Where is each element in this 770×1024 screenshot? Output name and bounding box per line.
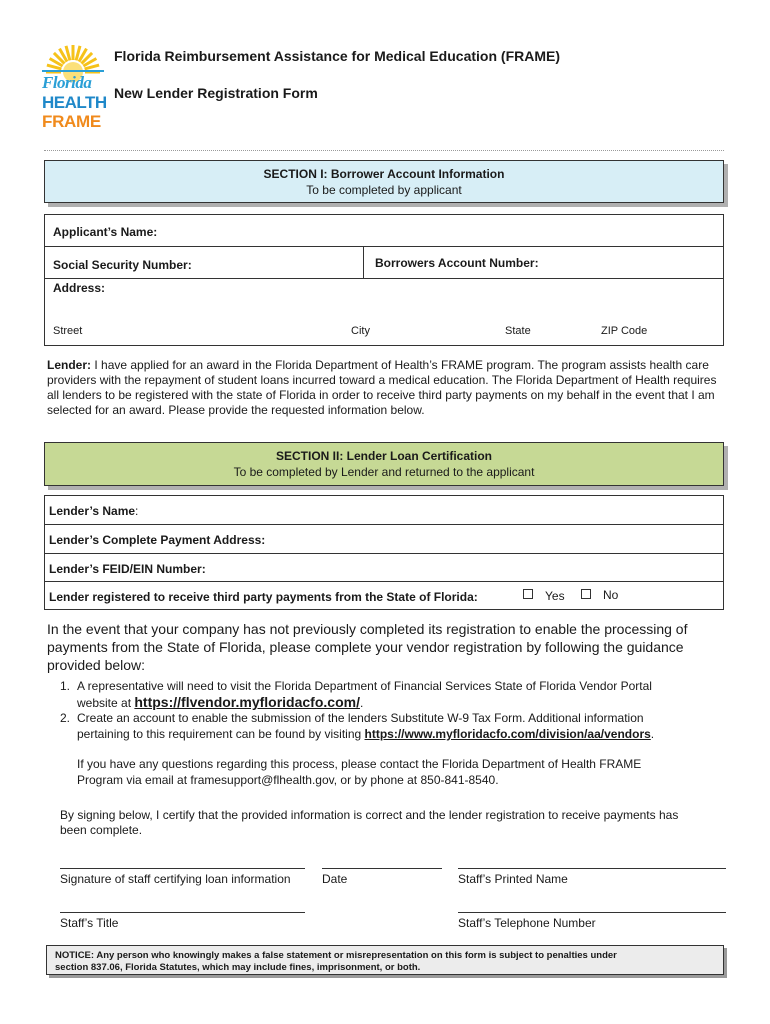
logo-florida-text: Florida — [42, 73, 92, 92]
section-1-subtitle: To be completed by applicant — [306, 183, 462, 197]
section-2-subtitle: To be completed by Lender and returned to the applicant — [233, 465, 535, 479]
account-number-field[interactable]: Borrowers Account Number: — [375, 256, 539, 270]
feid-field[interactable]: Lender’s FEID/EIN Number: — [49, 562, 206, 576]
step-1-number: 1. — [60, 679, 71, 693]
street-label: Street — [53, 325, 83, 337]
section-2-title: SECTION II: Lender Loan Certification — [275, 449, 493, 463]
contact-line-1: If you have any questions regarding this process, please contact the Florida Department of Health FRAME — [77, 757, 642, 771]
yes-checkbox[interactable] — [523, 589, 533, 599]
logo-frame-text: FRAME — [42, 112, 101, 131]
contact-line-2: Program via email at framesupport@flhealth.gov, or by phone at 850-841-8540. — [77, 773, 499, 787]
step-2-number: 2. — [60, 711, 71, 725]
row-divider — [45, 581, 723, 582]
telephone-label: Staff’s Telephone Number — [458, 916, 596, 930]
step-2-text — [77, 727, 654, 742]
step-1-text-b: website at — [77, 696, 135, 710]
date-label: Date — [322, 872, 348, 886]
lender-name-label: Lender’s Name — [49, 504, 136, 518]
form-subtitle: New Lender Registration Form — [114, 85, 318, 101]
column-divider — [363, 246, 364, 278]
lender-text: I have applied for an award in the Florida Department of Health’s FRAME program. The program assists health care providers with the repayment of student loans incurred toward a medical education. The Florida Department of Health requires all lenders to be registered with the state of Florida in order to receive third party payments on my behalf in the event that I am selected for an award. Please provide the requested information below. — [47, 358, 717, 417]
address-field[interactable]: Address: — [53, 281, 106, 295]
lender-name-field[interactable] — [49, 504, 138, 518]
telephone-line[interactable] — [458, 912, 726, 913]
step-2-period: . — [650, 727, 655, 741]
city-label: City — [351, 325, 370, 337]
title-line[interactable] — [60, 912, 305, 913]
vendor-registration-paragraph: In the event that your company has not previously completed its registration to enable the processing of payments from the State of Florida, please complete your vendor registration by following the guidance provided below: — [47, 621, 688, 673]
certify-line-2: been complete. — [60, 823, 143, 837]
state-label: State — [505, 325, 531, 337]
certify-line-1: By signing below, I certify that the provided information is correct and the lender registration to receive payments has — [60, 808, 679, 822]
date-line[interactable] — [322, 868, 442, 869]
lender-paragraph — [47, 358, 727, 418]
section-1-header — [44, 160, 724, 203]
section-2-header — [44, 442, 724, 486]
printed-name-line[interactable] — [458, 868, 726, 869]
registered-question: Lender registered to receive third party payments from the State of Florida: — [49, 590, 478, 604]
step-2-text-a: Create an account to enable the submission of the lenders Substitute W-9 Tax Form. Additional information — [77, 711, 644, 725]
lender-info-table — [44, 495, 724, 610]
logo-health-text: HEALTH — [42, 93, 107, 112]
step-2-text-b: pertaining to this requirement can be found by visiting — [77, 727, 365, 741]
vendors-info-link[interactable]: https://www.myfloridacfo.com/division/aa/vendors — [364, 727, 651, 741]
zip-label: ZIP Code — [601, 325, 648, 337]
row-divider — [45, 246, 723, 247]
lender-name-colon: : — [135, 504, 139, 518]
printed-name-label: Staff’s Printed Name — [458, 872, 568, 886]
vendor-portal-link[interactable]: https://flvendor.myfloridacfo.com/ — [134, 694, 360, 710]
step-1-text — [77, 695, 363, 711]
florida-health-frame-logo — [42, 44, 107, 132]
signature-line[interactable] — [60, 868, 305, 869]
lender-label: Lender: — [47, 358, 92, 372]
form-title: Florida Reimbursement Assistance for Medical Education (FRAME) — [114, 48, 561, 64]
step-1-period: . — [359, 696, 364, 710]
notice-line-2: section 837.06, Florida Statutes, which may include fines, imprisonment, or both. — [55, 962, 421, 973]
title-label: Staff’s Title — [60, 916, 119, 930]
notice-line-1: NOTICE: Any person who knowingly makes a false statement or misrepresentation on this form is subject to penalties under — [55, 950, 617, 961]
section-1-title: SECTION I: Borrower Account Information — [263, 167, 505, 181]
penalty-notice — [46, 945, 724, 975]
row-divider — [45, 553, 723, 554]
payment-address-field[interactable]: Lender’s Complete Payment Address: — [49, 533, 266, 547]
borrower-info-table — [44, 214, 724, 346]
header-divider — [44, 150, 724, 151]
no-label: No — [603, 588, 619, 602]
row-divider — [45, 278, 723, 279]
no-checkbox[interactable] — [581, 589, 591, 599]
row-divider — [45, 524, 723, 525]
step-1-text-a: A representative will need to visit the Florida Department of Financial Services State of Florida Vendor Portal — [77, 679, 652, 693]
applicant-name-field[interactable]: Applicant’s Name: — [53, 225, 158, 239]
yes-label: Yes — [545, 589, 565, 603]
signature-label: Signature of staff certifying loan information — [60, 872, 291, 886]
ssn-field[interactable]: Social Security Number: — [53, 258, 192, 272]
